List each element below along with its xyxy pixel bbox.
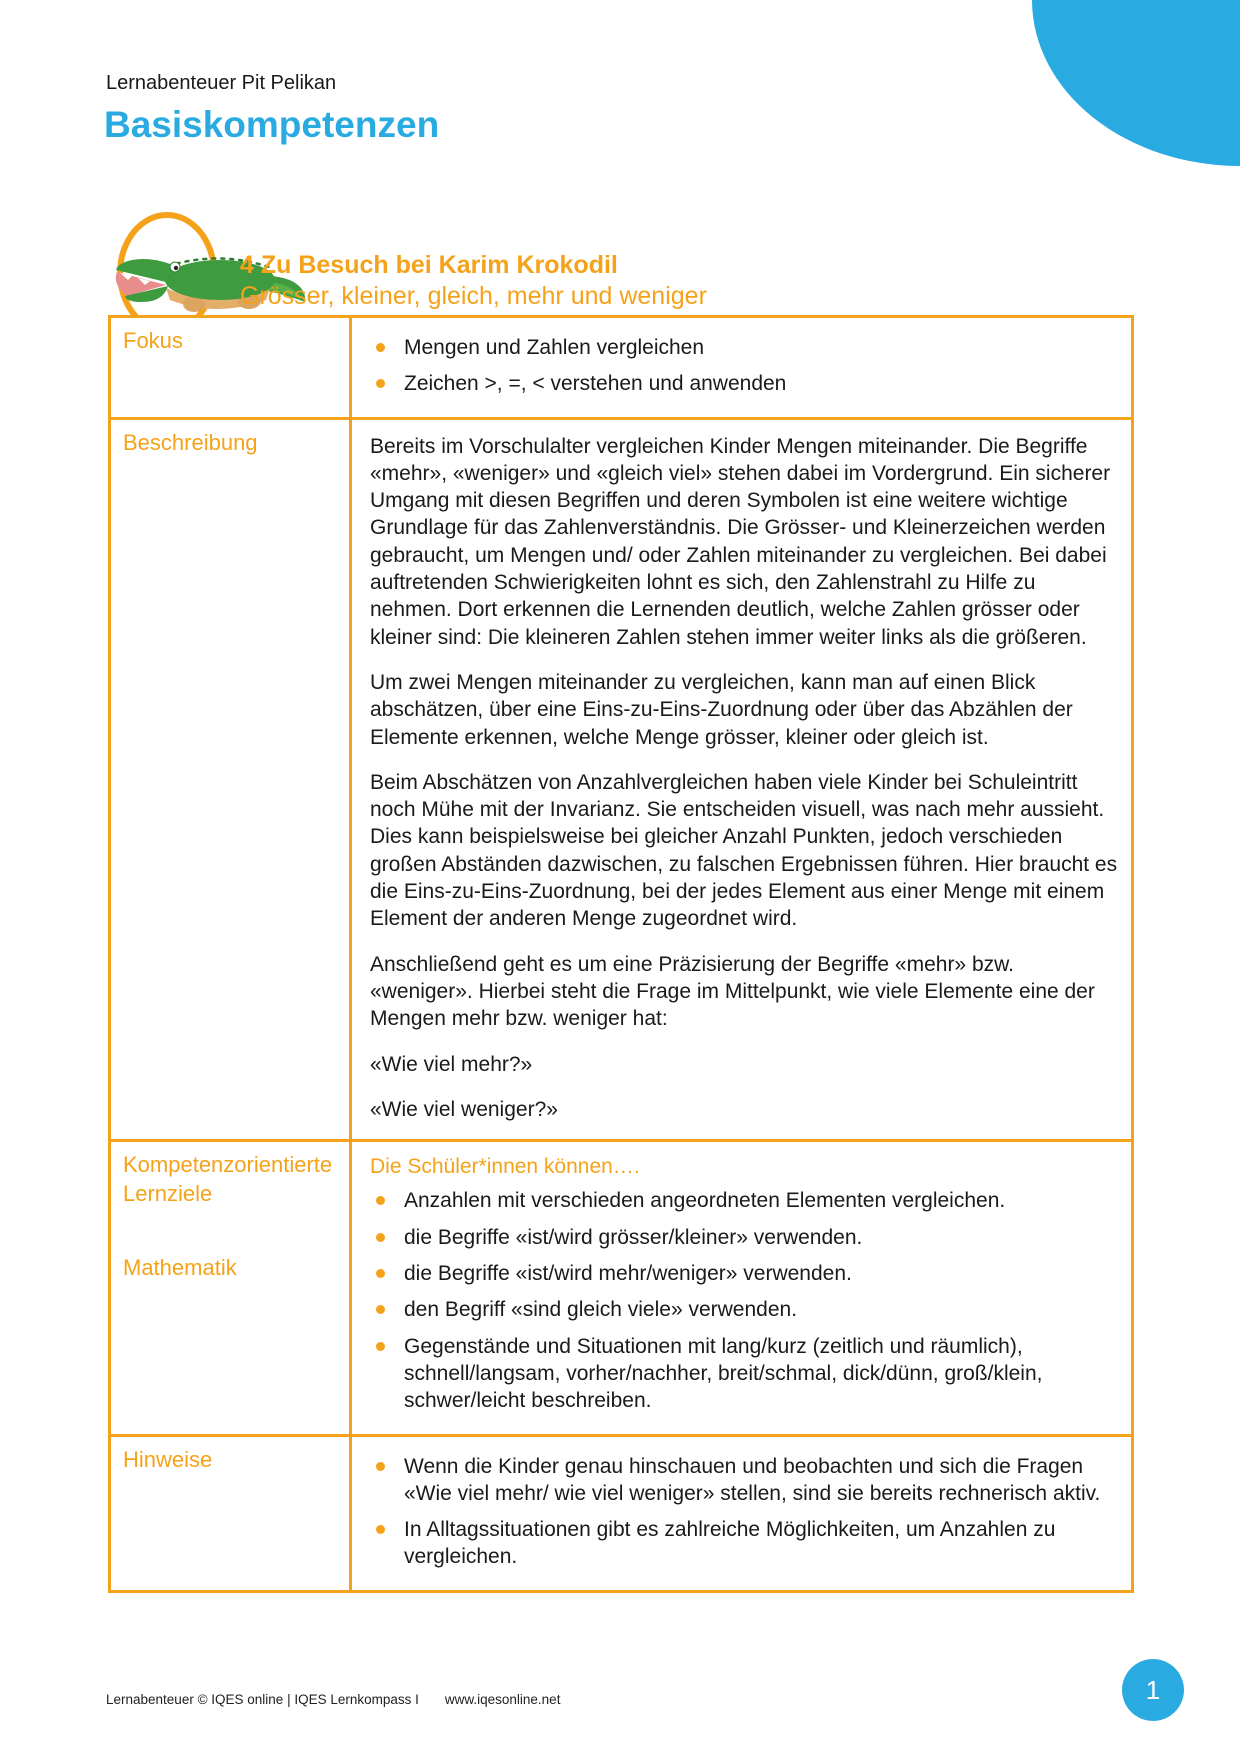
lernziele-bullet: die Begriffe «ist/wird grösser/kleiner» verwenden.	[364, 1224, 1119, 1251]
document-kicker: Lernabenteuer Pit Pelikan	[106, 72, 337, 94]
hinweise-bullet-list	[364, 1453, 1119, 1571]
page-number: 1	[1145, 1674, 1161, 1705]
info-table	[108, 315, 1134, 1593]
fokus-bullet: Zeichen >, =, < verstehen und anwenden	[364, 370, 1119, 397]
hinweise-bullet: Wenn die Kinder genau hinschauen und beobachten und sich die Fragen «Wie viel mehr/ wie viel weniger» stellen, sind sie bereits rechnerisch aktiv.	[364, 1453, 1119, 1508]
section-header	[240, 250, 1040, 313]
lernziele-bullet: den Begriff «sind gleich viele» verwenden.	[364, 1296, 1119, 1323]
row-content-beschreibung	[352, 417, 1131, 1140]
row-content-fokus	[352, 318, 1131, 417]
corner-decoration	[1032, 0, 1240, 166]
hinweise-bullet: In Alltagssituationen gibt es zahlreiche Möglichkeiten, um Anzahlen zu vergleichen.	[364, 1516, 1119, 1571]
page-title: Basiskompetenzen	[104, 104, 440, 145]
description-paragraph: Anschließend geht es um eine Präzisierung der Begriffe «mehr» bzw. «weniger». Hierbei steht die Frage im Mittelpunkt, wie viele Elemente eine der Mengen mehr bzw. weniger hat:	[370, 952, 1095, 1031]
fokus-bullet: Mengen und Zahlen vergleichen	[364, 334, 1119, 361]
footer-url[interactable]: www.iqesonline.net	[444, 1692, 561, 1707]
row-label-fokus: Fokus	[111, 318, 352, 417]
lernziele-bullet: die Begriffe «ist/wird mehr/weniger» verwenden.	[364, 1260, 1119, 1287]
row-label-hinweise: Hinweise	[111, 1434, 352, 1590]
lernziele-bullet: Anzahlen mit verschieden angeordneten Elementen vergleichen.	[364, 1187, 1119, 1214]
fokus-bullet-list	[364, 334, 1119, 398]
lernziele-bullet-list	[364, 1187, 1119, 1414]
description-paragraph: Um zwei Mengen miteinander zu vergleichen, kann man auf einen Blick abschätzen, über eine Eins-zu-Eins-Zuordnung oder über das Abzählen der Elemente erkennen, welche Menge grösser, kleiner oder gleich ist.	[370, 670, 1073, 749]
page-number-badge	[1122, 1659, 1184, 1721]
description-paragraph: «Wie viel mehr?»	[370, 1052, 533, 1076]
section-subtitle: Grösser, kleiner, gleich, mehr und weniger	[240, 282, 707, 311]
row-label-lernziele	[111, 1139, 352, 1433]
row-content-hinweise	[352, 1434, 1131, 1590]
footer-copyright: Lernabenteuer © IQES online | IQES Lernkompass I	[106, 1692, 419, 1707]
description-paragraph: Bereits im Vorschulalter vergleichen Kinder Mengen miteinander. Die Begriffe «mehr», «weniger» und «gleich viel» stehen dabei im Vordergrund. Ein sicherer Umgang mit diesen Begriffen und deren Symbolen ist eine weitere wichtige Grundlage für das Zahlenverständnis. Die Grösser- und Kleinerzeichen werden gebraucht, um Mengen und/ oder Zahlen miteinander zu vergleichen. Bei dabei auftretenden Schwierigkeiten lohnt es sich, den Zahlenstrahl zu Hilfe zu nehmen. Dort erkennen die Lernenden deutlich, welche Zahlen grösser oder kleiner sind: Die kleineren Zahlen stehen immer weiter links als die größeren.	[370, 434, 1111, 649]
lernziele-intro: Die Schüler*innen können….	[370, 1155, 640, 1179]
section-title: 4 Zu Besuch bei Karim Krokodil	[240, 251, 618, 279]
lernziele-sublabel-mathematik: Mathematik	[123, 1255, 237, 1281]
lernziele-label: Kompetenzorientierte Lernziele	[123, 1152, 333, 1206]
description-paragraph: Beim Abschätzen von Anzahlvergleichen haben viele Kinder bei Schuleintritt noch Mühe mit der Invarianz. Sie entscheiden visuell, was nach mehr aussieht. Dies kann beispielsweise bei gleicher Anzahl Punkten, jedoch verschieden großen Abständen dazwischen, zu falschen Ergebnissen führen. Hier braucht es die Eins-zu-Eins-Zuordnung, bei der jedes Element aus einer Menge mit einem Element der anderen Menge zugeordnet wird.	[370, 770, 1118, 931]
lernziele-bullet: Gegenstände und Situationen mit lang/kurz (zeitlich und räumlich), schnell/langsam, vorher/nachher, breit/schmal, dick/dünn, groß/klein, schwer/leicht beschreiben.	[364, 1333, 1119, 1415]
row-label-beschreibung: Beschreibung	[111, 417, 352, 1140]
row-content-lernziele	[352, 1139, 1131, 1433]
description-paragraph: «Wie viel weniger?»	[370, 1097, 558, 1121]
page-footer	[106, 1692, 560, 1707]
